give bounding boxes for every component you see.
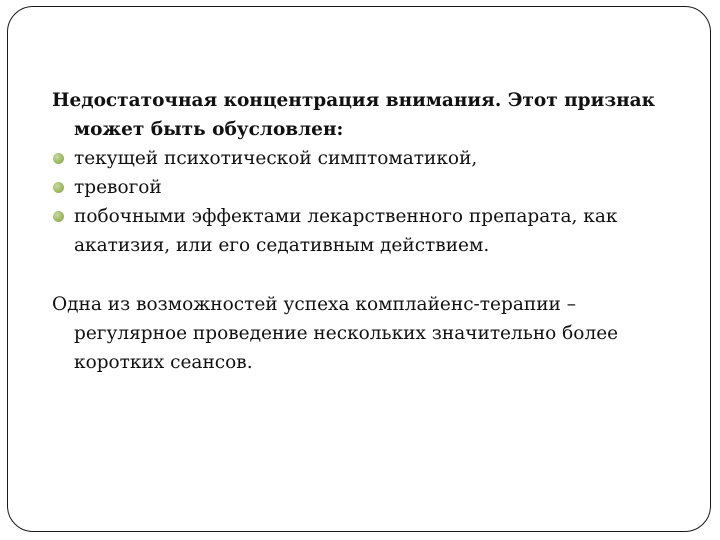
bullet-item — [52, 173, 692, 202]
bullet-item — [52, 202, 692, 260]
bullet-dot-icon — [53, 182, 64, 193]
slide-body — [52, 86, 692, 377]
bullet-text: побочными эффектами лекарственного препарата, как акатизия, или его седативным действием. — [74, 206, 618, 256]
bullet-text: текущей психотической симптоматикой, — [74, 148, 478, 169]
intro-paragraph: Недостаточная концентрация внимания. Этот признак может быть обусловлен: — [52, 90, 656, 140]
spacer — [52, 260, 692, 290]
bullet-dot-icon — [53, 211, 64, 222]
slide-frame — [7, 6, 711, 532]
bullet-item — [52, 144, 692, 173]
bullet-dot-icon — [53, 153, 64, 164]
bullet-text: тревогой — [74, 177, 162, 198]
conclusion-paragraph: Одна из возможностей успеха комплайенс-терапии – регулярное проведение нескольких значительно более коротких сеансов. — [52, 294, 619, 373]
